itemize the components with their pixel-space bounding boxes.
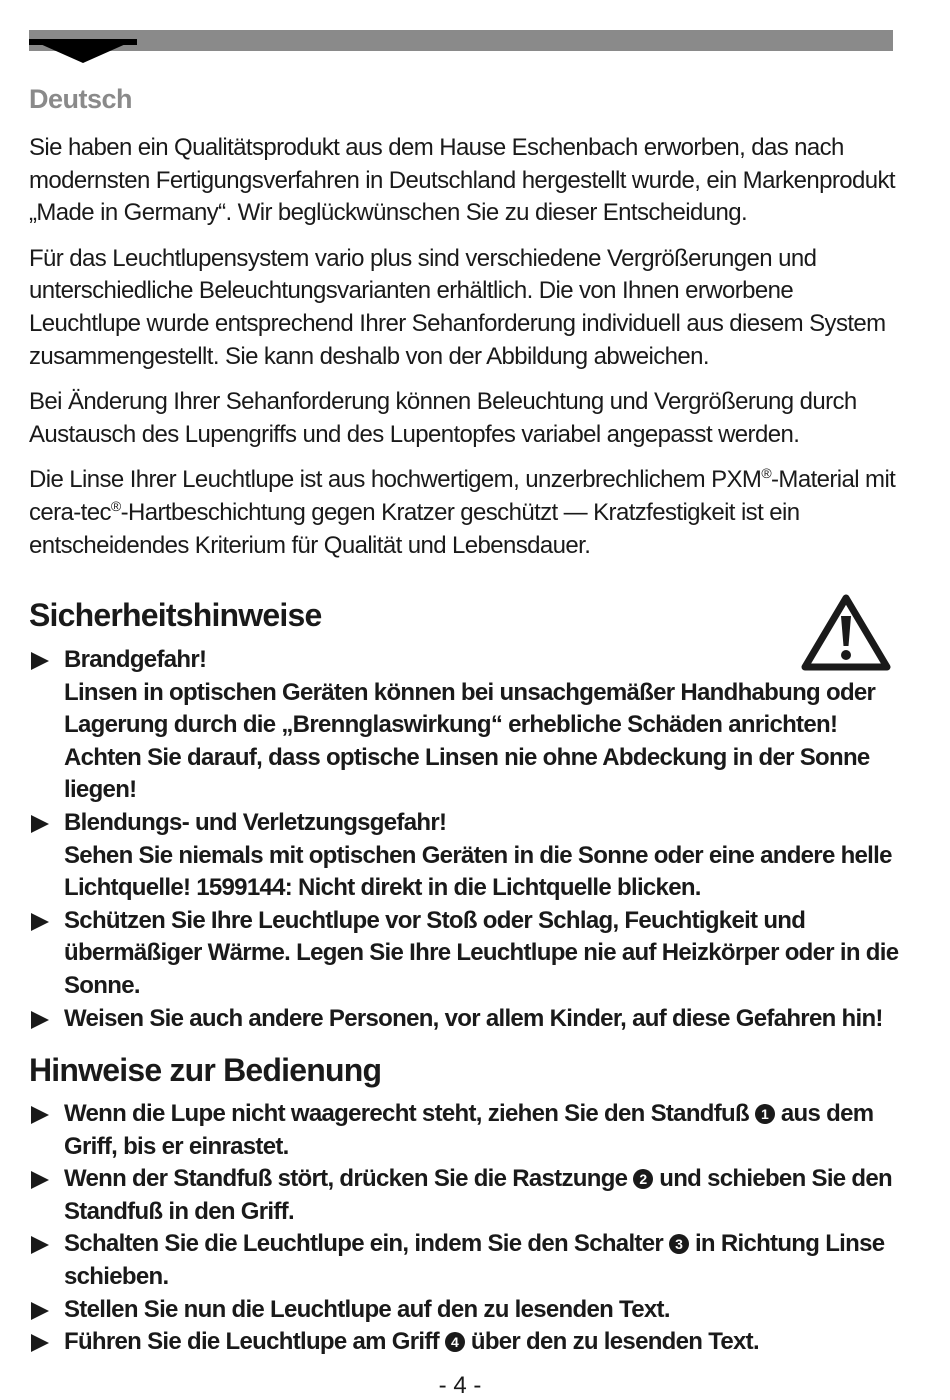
bullet-title: Brandgefahr! [64, 646, 207, 673]
bullet-arrow-icon [31, 913, 49, 931]
list-item [29, 807, 899, 905]
p4-part-c: -Hartbeschichtung gegen Kratzer geschützt — Kratzfestigkeit ist ein entscheidendes Kriterium für Qualität und Lebensdauer. [29, 498, 800, 559]
language-heading: Deutsch [29, 84, 133, 114]
registered-mark: ® [761, 465, 772, 482]
bullet-text: Schalten Sie die Leuchtlupe ein, indem Sie den Schalter [64, 1230, 664, 1258]
bullet-text: in Richtung Linse schieben. [64, 1230, 885, 1290]
safety-heading: Sicherheitshinweise [29, 597, 322, 633]
bullet-arrow-icon [31, 652, 49, 670]
list-item [29, 1163, 899, 1228]
bullet-text: aus dem Griff, bis er einrastet. [64, 1100, 874, 1160]
bullet-title: Blendungs- und Verletzungsgefahr! [64, 808, 447, 836]
bullet-arrow-icon [31, 815, 49, 833]
list-item [29, 1098, 899, 1163]
bullet-arrow-icon [31, 1236, 49, 1254]
header-bar [29, 30, 893, 51]
intro-paragraph-3: Bei Änderung Ihrer Sehanforderung können Beleuchtung und Vergrößerung durch Austausch des Lupengriffs und des Lupentopfes variabel angepasst werden. [29, 388, 857, 448]
callout-number-3: 3 [669, 1234, 689, 1254]
list-item [29, 1294, 899, 1327]
p4-part-b: -Material mit cera-tec [29, 466, 896, 526]
usage-list [29, 1098, 899, 1359]
bullet-text: Schützen Sie Ihre Leuchtlupe vor Stoß oder Schlag, Feuchtigkeit und übermäßiger Wärme. Legen Sie Ihre Leuchtlupe nie auf Heizkörper oder in die Sonne. [64, 906, 899, 999]
bullet-text: Wenn der Standfuß stört, drücken Sie die Rastzunge [64, 1165, 628, 1193]
header-tab-notch [29, 39, 137, 63]
bullet-arrow-icon [31, 1106, 49, 1124]
bullet-text: Sehen Sie niemals mit optischen Geräten in die Sonne oder eine andere helle Lichtquelle! 1599144: Nicht direkt in die Lichtquelle blicken. [64, 841, 892, 902]
bullet-arrow-icon [31, 1302, 49, 1320]
bullet-text: Führen Sie die Leuchtlupe am Griff [64, 1328, 439, 1356]
list-item [29, 1003, 899, 1036]
bullet-arrow-icon [31, 1334, 49, 1352]
intro-paragraph-1: Sie haben ein Qualitätsprodukt aus dem Hause Eschenbach erworben, das nach modernsten Fertigungsverfahren in Deutschland hergestellt wurde, ein Markenprodukt „Made in Germany“. Wir beglückwünschen Sie zu dieser Entscheidung. [29, 134, 895, 227]
list-item [29, 1228, 899, 1293]
callout-number-2: 2 [633, 1169, 653, 1189]
intro-text [29, 132, 899, 575]
bullet-arrow-icon [31, 1171, 49, 1189]
intro-paragraph-4 [29, 464, 899, 562]
page-number: - 4 - [438, 1372, 482, 1399]
safety-list [29, 644, 899, 1035]
bullet-text: über den zu lesenden Text. [470, 1328, 759, 1356]
bullet-text: und schieben Sie den Standfuß in den Griff. [64, 1165, 892, 1225]
usage-heading: Hinweise zur Bedienung [29, 1052, 382, 1088]
callout-number-1: 1 [755, 1104, 775, 1124]
p4-part-a: Die Linse Ihrer Leuchtlupe ist aus hochwertigem, unzerbrechlichem PXM [29, 466, 762, 494]
callout-number-4: 4 [445, 1332, 465, 1352]
registered-mark: ® [110, 497, 121, 514]
list-item [29, 905, 899, 1003]
bullet-text: Linsen in optischen Geräten können bei unsachgemäßer Handhabung oder Lagerung durch die „Brennglaswirkung“ erhebliche Schäden anrichten! Achten Sie darauf, dass optische Linsen nie ohne Abdeckung in der Sonne liegen! [64, 678, 876, 804]
intro-paragraph-2: Für das Leuchtlupensystem vario plus sind verschiedene Vergrößerungen und unterschiedliche Beleuchtungsvarianten erhältlich. Die von Ihnen erworbene Leuchtlupe wurde entsprechend Ihrer Sehanforderung individuell aus diesem System zusammengestellt. Sie kann deshalb von der Abbildung abweichen. [29, 244, 886, 370]
bullet-text: Weisen Sie auch andere Personen, vor allem Kinder, auf diese Gefahren hin! [64, 1004, 883, 1032]
list-item [29, 1326, 899, 1359]
bullet-arrow-icon [31, 1011, 49, 1029]
bullet-text: Stellen Sie nun die Leuchtlupe auf den zu lesenden Text. [64, 1295, 670, 1323]
bullet-text: Wenn die Lupe nicht waagerecht steht, ziehen Sie den Standfuß [64, 1100, 749, 1127]
list-item [29, 644, 899, 807]
